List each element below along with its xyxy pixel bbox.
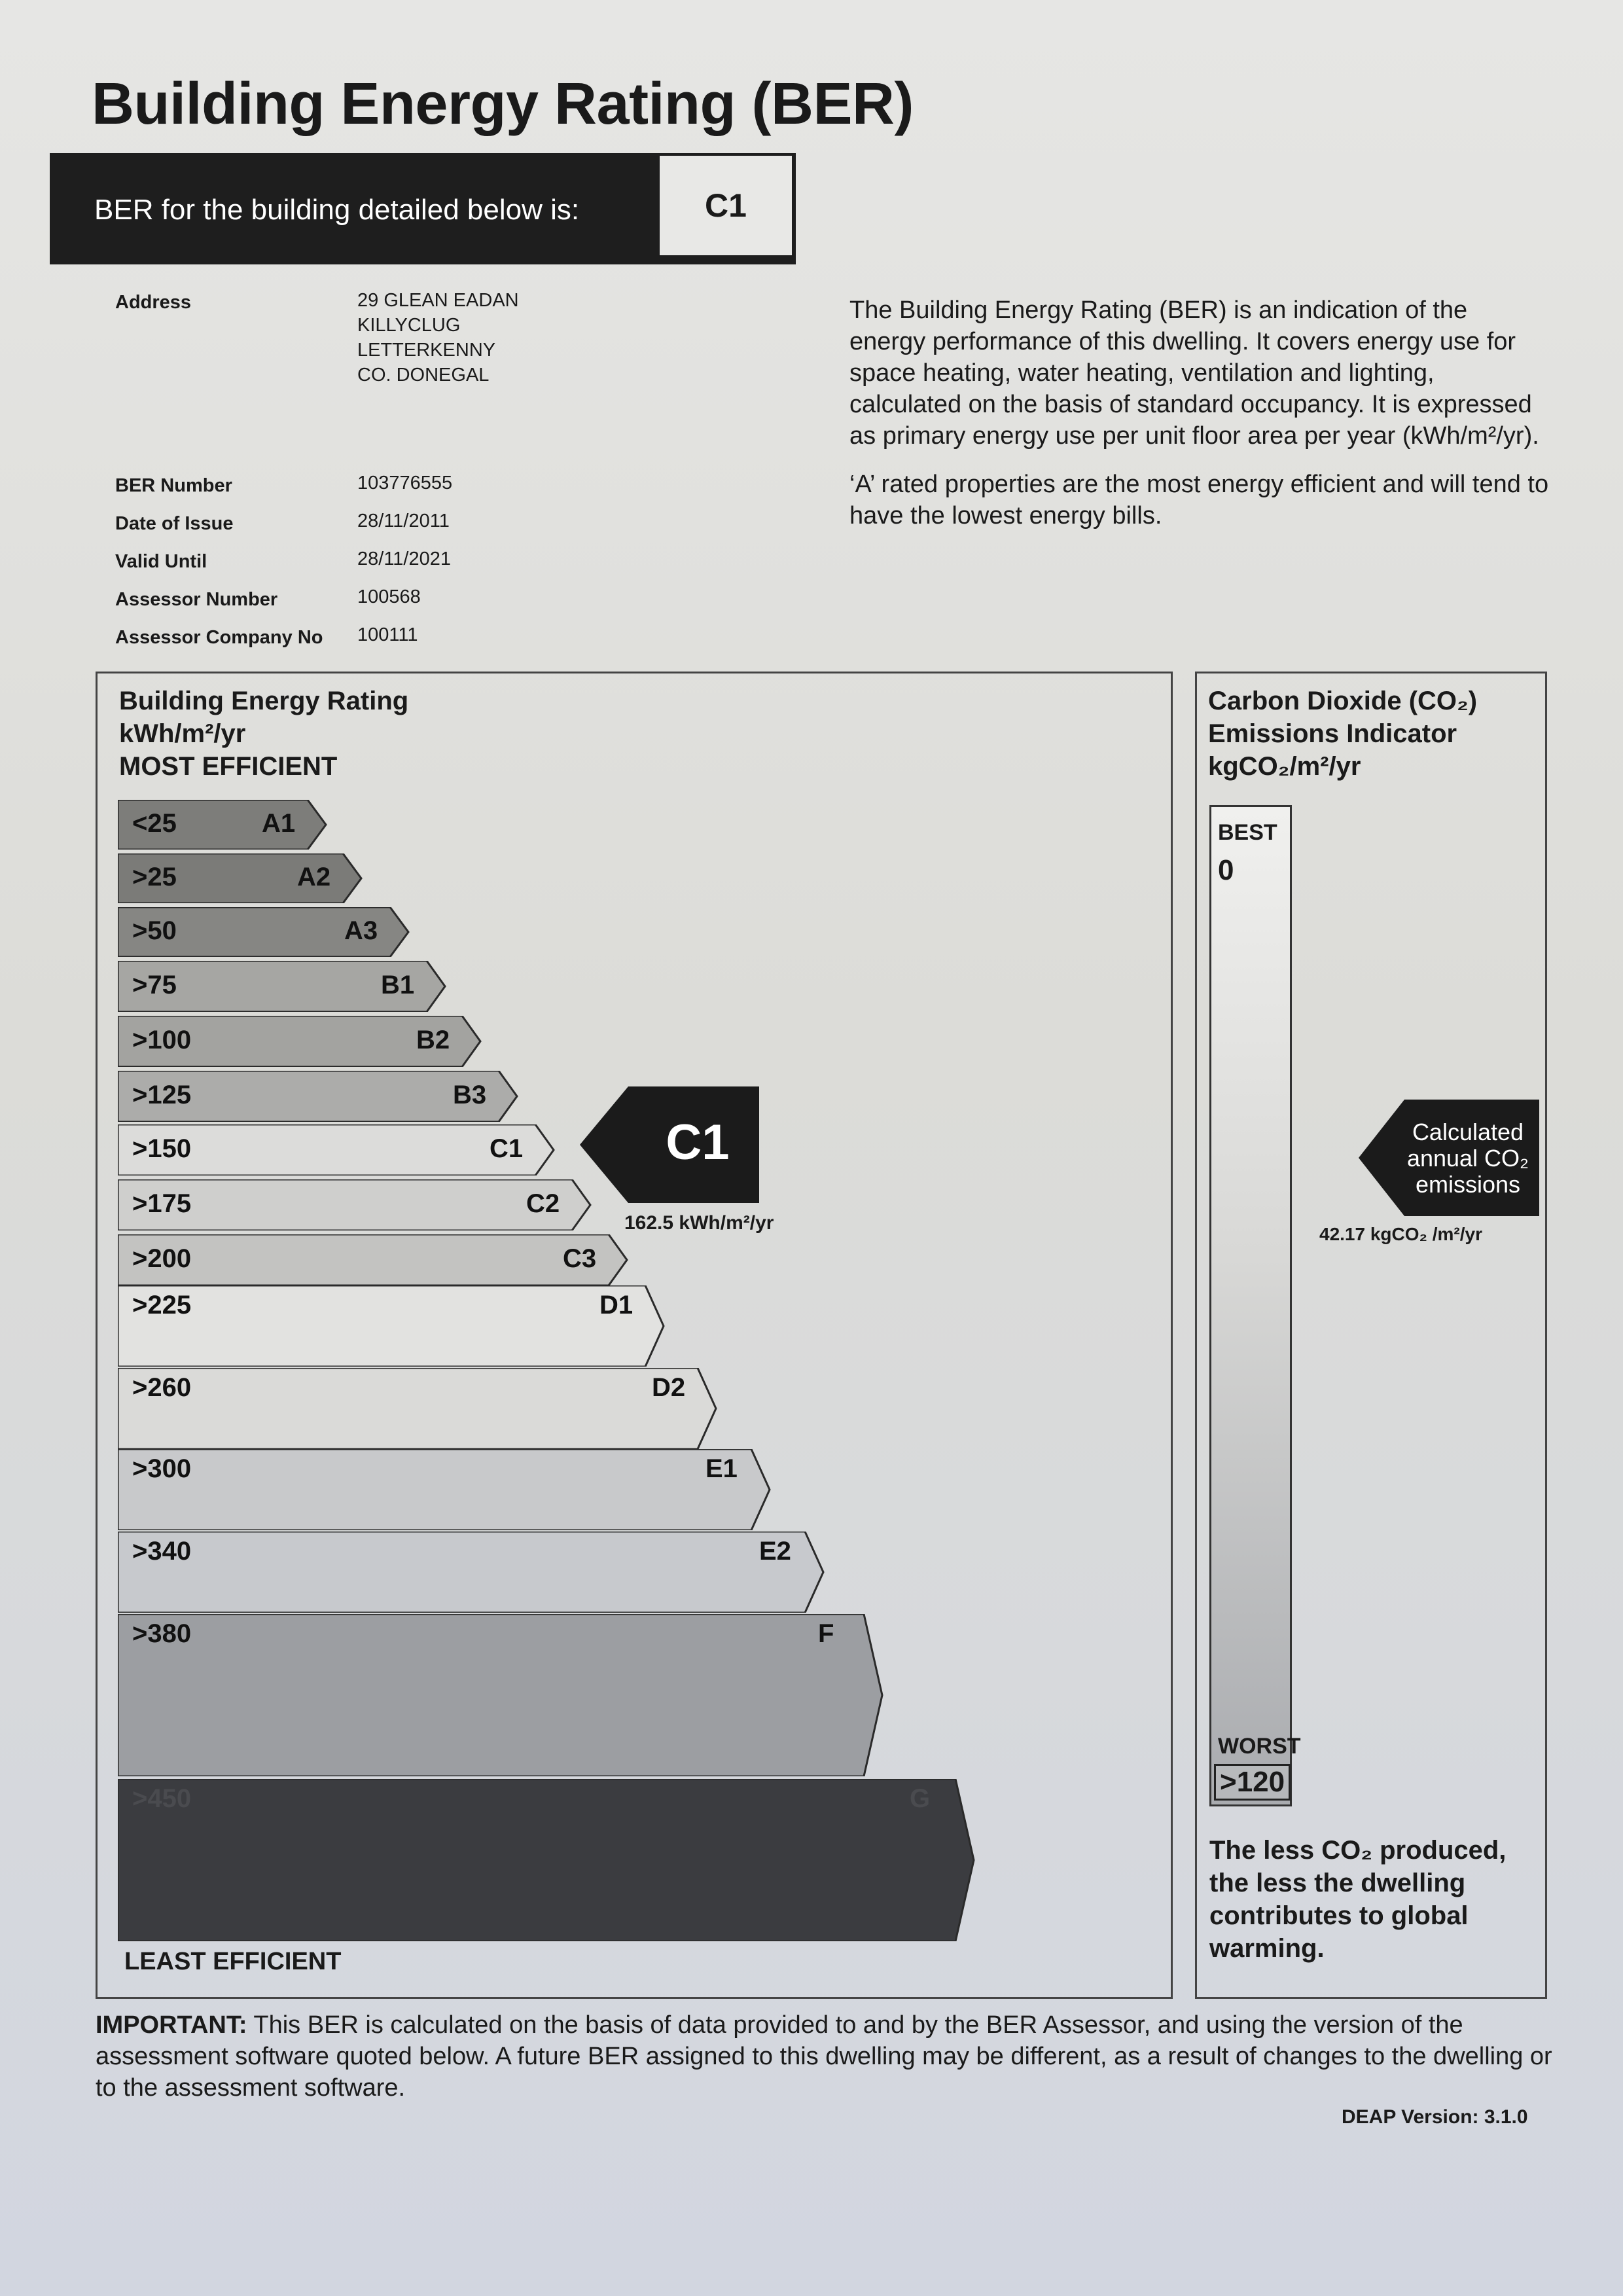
rating-band-code: C1 <box>490 1134 524 1163</box>
rating-panel-heading <box>119 685 408 783</box>
ber-number-value: 103776555 <box>357 473 453 493</box>
rating-band-shape <box>118 1449 771 1530</box>
co2-heading-subtitle: Emissions Indicator <box>1208 719 1457 748</box>
co2-indicator <box>1359 1100 1539 1216</box>
date-of-issue-label: Date of Issue <box>115 513 234 534</box>
rating-band-e1 <box>118 1449 771 1530</box>
co2-indicator-text <box>1399 1119 1537 1198</box>
current-rating-code: C1 <box>666 1115 730 1170</box>
co2-worst-value: >120 <box>1214 1764 1291 1801</box>
energy-value: 162.5 kWh/m²/yr <box>624 1212 774 1234</box>
rating-heading-units: kWh/m²/yr <box>119 719 246 748</box>
address-line: LETTERKENNY <box>357 340 496 361</box>
co2-best-label: BEST <box>1218 820 1277 845</box>
rating-band-range: >100 <box>132 1026 192 1054</box>
rating-band-range: >340 <box>132 1537 192 1566</box>
rating-band-g <box>118 1779 975 1941</box>
rating-band-code: D1 <box>599 1291 633 1319</box>
date-of-issue-value: 28/11/2011 <box>357 511 450 531</box>
rating-band-e2 <box>118 1532 825 1613</box>
co2-indicator-line: annual CO₂ <box>1406 1145 1529 1172</box>
description <box>849 295 1550 548</box>
rating-band-shape <box>118 1614 883 1776</box>
co2-scale <box>1209 805 1301 1806</box>
description-paragraph: ‘A’ rated properties are the most energy efficient and will tend to have the lowest energy bills. <box>849 471 1549 529</box>
rating-band-shape <box>118 1285 665 1367</box>
valid-until-label: Valid Until <box>115 551 207 572</box>
ber-number-label: BER Number <box>115 475 232 496</box>
co2-best-value: 0 <box>1218 854 1234 886</box>
address-block <box>357 288 519 387</box>
rating-band-c1 <box>118 1124 555 1175</box>
rating-band-a1 <box>118 800 327 850</box>
rating-band-code: C2 <box>526 1189 560 1218</box>
ber-rating-box: C1 <box>657 153 794 258</box>
co2-indicator-line: emissions <box>1415 1171 1521 1198</box>
rating-band-b1 <box>118 961 446 1012</box>
rating-band-code: A3 <box>344 916 378 945</box>
rating-band-range: >300 <box>132 1454 192 1483</box>
co2-panel-heading <box>1208 685 1477 783</box>
rating-band-code: D2 <box>652 1373 686 1402</box>
rating-band-a2 <box>118 853 363 903</box>
co2-indicator-line: Calculated <box>1412 1119 1524 1145</box>
rating-band-shape <box>118 1532 825 1613</box>
rating-band-c2 <box>118 1179 592 1230</box>
assessor-company-value: 100111 <box>357 624 418 645</box>
rating-band-range: >50 <box>132 916 177 945</box>
rating-band-range: >260 <box>132 1373 192 1402</box>
important-text: This BER is calculated on the basis of data provided to and by the BER Assessor, and using the version of the assessment software quoted below. A future BER assigned to this dwelling may be different, as a result of changes to the dwelling or to the assessment software. <box>96 2011 1552 2102</box>
description-paragraph: The Building Energy Rating (BER) is an indication of the energy performance of this dwelling. It covers energy use for space heating, water heating, ventilation and lighting, calculated on the basis of standard occupancy. It is expressed as primary energy use per unit floor area per year (kWh/m²/yr). <box>849 296 1539 450</box>
rating-band-code: E2 <box>759 1537 791 1566</box>
page-title: Building Energy Rating (BER) <box>92 71 914 137</box>
assessor-number-label: Assessor Number <box>115 589 278 610</box>
rating-band-d2 <box>118 1368 717 1449</box>
rating-band-shape <box>118 1368 717 1449</box>
co2-value: 42.17 kgCO₂ /m²/yr <box>1319 1224 1482 1244</box>
assessor-company-label: Assessor Company No <box>115 627 323 648</box>
co2-worst-label: WORST <box>1218 1734 1301 1759</box>
rating-band-range: >225 <box>132 1291 192 1319</box>
rating-band-code: F <box>818 1619 834 1648</box>
co2-heading-title: Carbon Dioxide (CO₂) <box>1208 687 1478 715</box>
address-line: KILLYCLUG <box>357 315 461 336</box>
current-rating-indicator <box>580 1086 759 1203</box>
deap-version: DEAP Version: 3.1.0 <box>1342 2106 1528 2128</box>
rating-band-range: >200 <box>132 1244 192 1273</box>
rating-band-shape <box>118 1234 628 1285</box>
rating-band-f <box>118 1614 883 1776</box>
rating-band-code: E1 <box>705 1454 738 1483</box>
rating-band-range: >125 <box>132 1081 192 1109</box>
most-efficient-label: MOST EFFICIENT <box>119 752 338 781</box>
rating-band-code: C3 <box>563 1244 597 1273</box>
important-note <box>96 2009 1555 2104</box>
co2-heading-units: kgCO₂/m²/yr <box>1208 752 1361 781</box>
rating-band-range: >450 <box>132 1784 192 1813</box>
rating-band-range: >175 <box>132 1189 192 1218</box>
rating-band-code: A2 <box>297 863 331 891</box>
address-line: CO. DONEGAL <box>357 365 490 386</box>
ber-banner <box>50 153 796 264</box>
rating-heading-title: Building Energy Rating <box>119 687 409 715</box>
valid-until-value: 28/11/2021 <box>357 548 451 569</box>
rating-band-range: >75 <box>132 971 177 999</box>
assessor-number-value: 100568 <box>357 586 421 607</box>
rating-band-a3 <box>118 907 410 957</box>
rating-band-d1 <box>118 1285 665 1367</box>
rating-band-range: >25 <box>132 863 177 891</box>
rating-band-range: >150 <box>132 1134 192 1163</box>
important-label: IMPORTANT: <box>96 2011 247 2039</box>
rating-band-range: <25 <box>132 809 177 838</box>
rating-band-c3 <box>118 1234 628 1285</box>
rating-band-code: B3 <box>453 1081 487 1109</box>
least-efficient-label: LEAST EFFICIENT <box>124 1948 342 1975</box>
rating-band-code: B1 <box>381 971 415 999</box>
co2-note: The less CO₂ produced, the less the dwelling contributes to global warming. <box>1209 1836 1507 1963</box>
ber-banner-label: BER for the building detailed below is: <box>94 194 580 226</box>
address-line: 29 GLEAN EADAN <box>357 290 519 311</box>
rating-band-b3 <box>118 1071 518 1122</box>
rating-band-range: >380 <box>132 1619 192 1648</box>
rating-band-code: B2 <box>416 1026 450 1054</box>
rating-band-code: G <box>910 1784 931 1813</box>
rating-band-shape <box>118 1779 975 1941</box>
address-label: Address <box>115 292 192 313</box>
rating-band-code: A1 <box>262 809 296 838</box>
rating-band-b2 <box>118 1016 482 1067</box>
